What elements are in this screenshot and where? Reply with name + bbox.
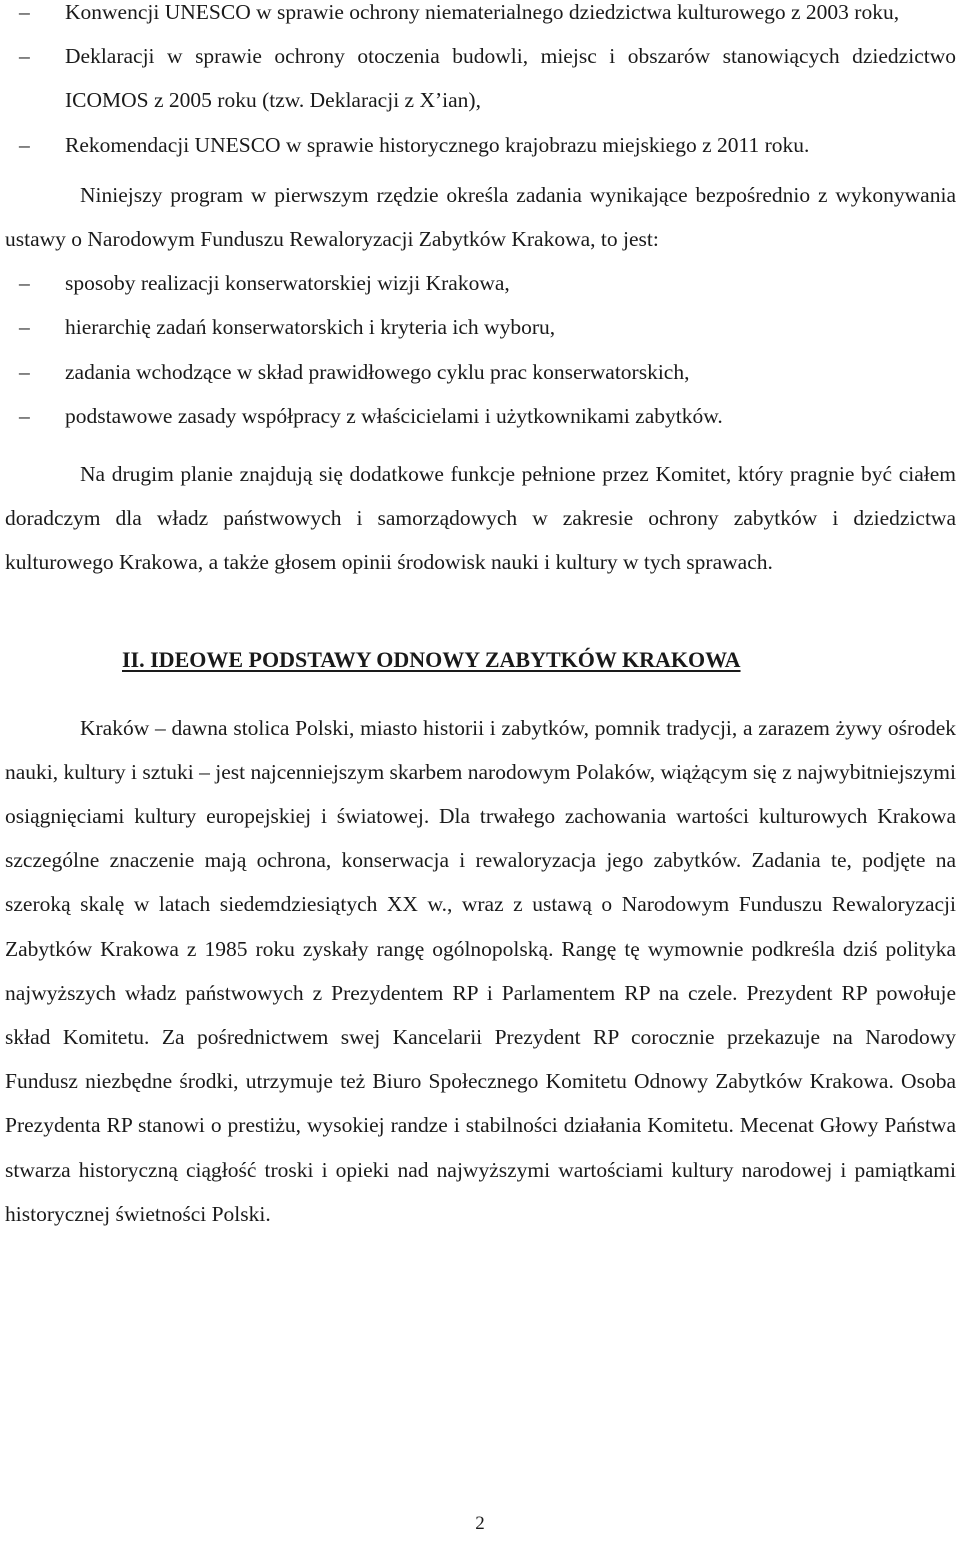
list-item <box>5 261 956 305</box>
paragraph-program: Niniejszy program w pierwszym rzędzie określa zadania wynikające bezpośrednio z wykonywania ustawy o Narodowym Funduszu Rewaloryzacji Zabytków Krakowa, to jest: <box>5 182 956 252</box>
list-item <box>5 394 956 438</box>
list-item-text: Deklaracji w sprawie ochrony otoczenia budowli, miejsc i obszarów stanowiących dziedzictwo ICOMOS z 2005 roku (tzw. Deklaracji z X’ian), <box>65 44 956 113</box>
tasks-dash-list <box>5 261 956 438</box>
intro-dash-list <box>5 0 956 167</box>
dash-bullet: – <box>19 44 30 69</box>
list-item <box>5 123 956 167</box>
paragraph-krakow: Kraków – dawna stolica Polski, miasto historii i zabytków, pomnik tradycji, a zarazem żywy ośrodek nauki, kultury i sztuki – jest najcenniejszym skarbem narodowym Polaków, wiążącym się z najwybitniejszymi osiągnięciami kultury europejskiej i światowej. Dla trwałego zachowania wartości kulturowych Krakowa szczególne znaczenie mają ochrona, konserwacja i rewaloryzacja jego zabytków. Zadania te, podjęte na szeroką skalę w latach siedemdziesiątych XX w., wraz z ustawą o Narodowym Funduszu Rewaloryzacji Zabytków Krakowa z 1985 roku zyskały rangę ogólnopolską. Rangę tę wymownie podkreśla dziś polityka najwyższych władz państwowych z Prezydentem RP i Parlamentem RP na czele. Prezydent RP powołuje skład Komitetu. Za pośrednictwem swej Kancelarii Prezydent RP corocznie przekazuje na Narodowy Fundusz niezbędne środki, utrzymuje też Biuro Społecznego Komitetu Odnowy Zabytków Krakowa. Osoba Prezydenta RP stanowi o prestiżu, wysokiej randze i stabilności działania Komitetu. Mecenat Głowy Państwa stwarza historyczną ciągłość troski i opieki nad najwyższymi wartościami kultury narodowej i pamiątkami historycznej świetności Polski. <box>5 715 956 1226</box>
list-item <box>5 0 956 34</box>
dash-bullet: – <box>19 0 30 24</box>
dash-bullet: – <box>19 403 30 428</box>
list-item-text: Rekomendacji UNESCO w sprawie historycznego krajobrazu miejskiego z 2011 roku. <box>65 132 810 157</box>
dash-bullet: – <box>19 271 30 296</box>
dash-bullet: – <box>19 359 30 384</box>
list-item-text: hierarchię zadań konserwatorskich i kryteria ich wyboru, <box>65 315 556 340</box>
list-item-text: zadania wchodzące w skład prawidłowego cyklu prac konserwatorskich, <box>65 359 690 384</box>
page-number: 2 <box>475 1513 485 1534</box>
list-item <box>5 34 956 122</box>
list-item-text: podstawowe zasady współpracy z właścicielami i użytkownikami zabytków. <box>65 403 723 428</box>
list-item-text: sposoby realizacji konserwatorskiej wizji Krakowa, <box>65 271 510 296</box>
list-item-text: Konwencji UNESCO w sprawie ochrony niematerialnego dziedzictwa kulturowego z 2003 roku, <box>65 0 900 24</box>
page-content <box>5 0 956 1236</box>
list-item <box>5 305 956 349</box>
section-heading: II. IDEOWE PODSTAWY ODNOWY ZABYTKÓW KRAKOWA <box>122 646 741 672</box>
dash-bullet: – <box>19 132 30 157</box>
dash-bullet: – <box>19 315 30 340</box>
paragraph-committee: Na drugim planie znajdują się dodatkowe funkcje pełnione przez Komitet, który pragnie być ciałem doradczym dla władz państwowych i samorządowych w zakresie ochrony zabytków i dziedzictwa kulturowego Krakowa, a także głosem opinii środowisk nauki i kultury w tych sprawach. <box>5 462 956 575</box>
list-item <box>5 350 956 394</box>
